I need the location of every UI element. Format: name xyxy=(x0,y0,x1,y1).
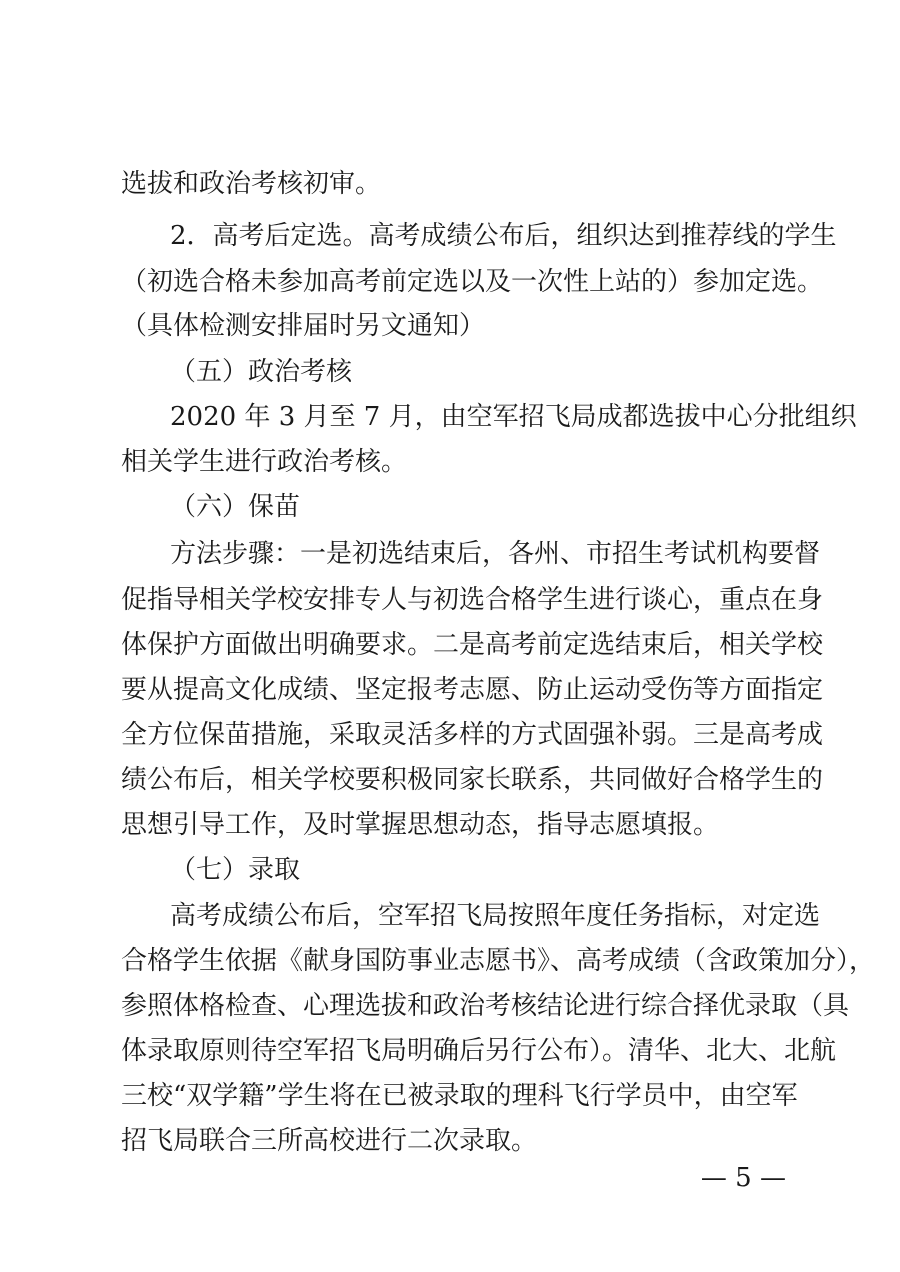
text-line: 体保护方面做出明确要求。二是高考前定选结束后，相关学校 xyxy=(121,630,824,660)
text-line: 三校“双学籍”学生将在已被录取的理科飞行学员中，由空军 xyxy=(121,1081,798,1111)
text-line: 合格学生依据《献身国防事业志愿书》、高考成绩（含政策加分）， xyxy=(121,946,876,976)
text-line: （初选合格未参加高考前定选以及一次性上站的）参加定选。 xyxy=(121,267,824,297)
text-line: 方法步骤：一是初选结束后，各州、市招生考试机构要督 xyxy=(170,539,821,569)
text-line: 体录取原则待空军招飞局明确后另行公布）。清华、北大、北航 xyxy=(121,1036,837,1066)
page-number: — 5 — xyxy=(700,1163,786,1193)
text-line: 思想引导工作，及时掌握思想动态，指导志愿填报。 xyxy=(121,810,720,840)
section-heading: （六）保苗 xyxy=(170,492,301,522)
text-line: 招飞局联合三所高校进行二次录取。 xyxy=(121,1126,538,1156)
text-line: 2020 年 3 月至 7 月，由空军招飞局成都选拔中心分批组织 xyxy=(170,402,857,432)
text-line: 相关学生进行政治考核。 xyxy=(121,447,408,477)
text-line: 参照体格检查、心理选拔和政治考核结论进行综合择优录取（具 xyxy=(121,991,850,1021)
text-line: 绩公布后，相关学校要积极同家长联系，共同做好合格学生的 xyxy=(121,765,824,795)
text-line: 2．高考后定选。高考成绩公布后，组织达到推荐线的学生 xyxy=(170,221,837,251)
section-heading: （五）政治考核 xyxy=(170,357,353,387)
text-line: （具体检测安排届时另文通知） xyxy=(121,311,486,341)
text-line: 全方位保苗措施，采取灵活多样的方式固强补弱。三是高考成 xyxy=(121,720,824,750)
text-line: 促指导相关学校安排专人与初选合格学生进行谈心，重点在身 xyxy=(121,585,824,615)
text-line: 选拔和政治考核初审。 xyxy=(121,169,382,199)
text-line: 高考成绩公布后，空军招飞局按照年度任务指标，对定选 xyxy=(170,901,821,931)
text-line: 要从提高文化成绩、坚定报考志愿、防止运动受伤等方面指定 xyxy=(121,675,824,705)
section-heading: （七）录取 xyxy=(170,855,301,885)
